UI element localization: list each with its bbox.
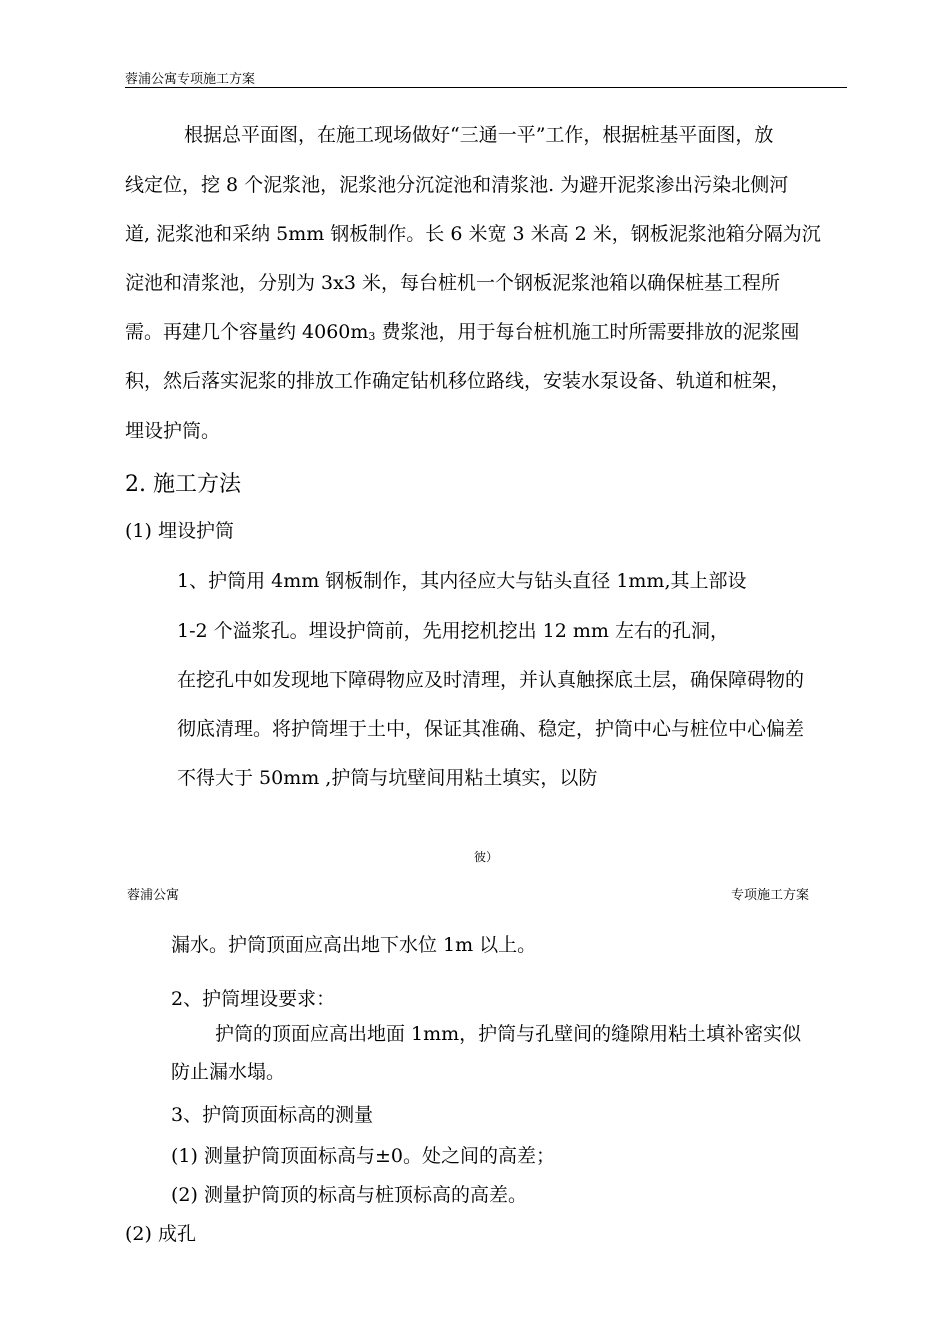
body-line: 3、护筒顶面标高的测量	[171, 1104, 374, 1126]
paragraph-text: 需。再建几个容量约 4060m	[125, 321, 369, 343]
superscript: 3	[368, 330, 376, 343]
header-rule	[125, 87, 847, 88]
paragraph-line: 道, 泥浆池和采纳 5mm 钢板制作。长 6 米宽 3 米高 2 米，钢板泥浆池箱分隔为沉	[125, 223, 821, 245]
section-title: 2. 施工方法	[125, 472, 241, 497]
body-line: 漏水。护筒顶面应高出地下水位 1m 以上。	[171, 934, 537, 956]
subsection-title: (1) 埋设护筒	[125, 520, 234, 542]
page-footer: 彼）	[474, 850, 499, 864]
item-line: 彻底清理。将护筒埋于土中，保证其准确、稳定，护筒中心与桩位中心偏差	[177, 718, 805, 740]
paragraph-line: 淀池和清浆池，分别为 3x3 米，每台桩机一个钢板泥浆池箱以确保桩基工程所	[125, 272, 780, 294]
subsection-title: (2) 成孔	[125, 1223, 196, 1245]
body-line: 防止漏水塌。	[171, 1061, 286, 1083]
item-line: 不得大于 50mm ,护筒与坑壁间用粘土填实，以防	[177, 767, 598, 789]
paragraph-line: 埋设护筒。	[125, 420, 221, 442]
paragraph-line: 积，然后落实泥浆的排放工作确定钻机移位路线，安装水泵设备、轨道和桩架，	[125, 370, 791, 392]
body-line: 护筒的顶面应高出地面 1mm，护筒与孔壁间的缝隙用粘土填补密实似	[215, 1023, 802, 1045]
paragraph-line: 根据总平面图，在施工现场做好“三通一平”工作，根据桩基平面图，放	[184, 124, 774, 146]
item-line: 在挖孔中如发现地下障碍物应及时清理，并认真触探底土层，确保障碍物的	[177, 669, 805, 691]
paragraph-text: 费浆池，用于每台桩机施工时所需要排放的泥浆囤	[375, 321, 800, 343]
page-header-left: 蓉浦公寓	[127, 888, 180, 903]
paragraph-line	[125, 317, 799, 344]
body-line: 2、护筒埋设要求：	[171, 988, 336, 1010]
body-line: (2) 测量护筒顶的标高与桩顶标高的高差。	[171, 1184, 527, 1206]
item-line: 1、护筒用 4mm 钢板制作，其内径应大与钻头直径 1mm,其上部设	[177, 570, 747, 592]
body-line: (1) 测量护筒顶面标高与±0。处之间的高差；	[171, 1145, 555, 1167]
page-header: 蓉浦公寓专项施工方案	[125, 72, 256, 87]
paragraph-line: 线定位，挖 8 个泥浆池，泥浆池分沉淀池和清浆池. 为避开泥浆渗出污染北侧河	[125, 174, 789, 196]
page-header-right: 专项施工方案	[731, 888, 810, 903]
item-line: 1-2 个溢浆孔。埋设护筒前，先用挖机挖出 12 mm 左右的孔洞，	[177, 620, 729, 642]
